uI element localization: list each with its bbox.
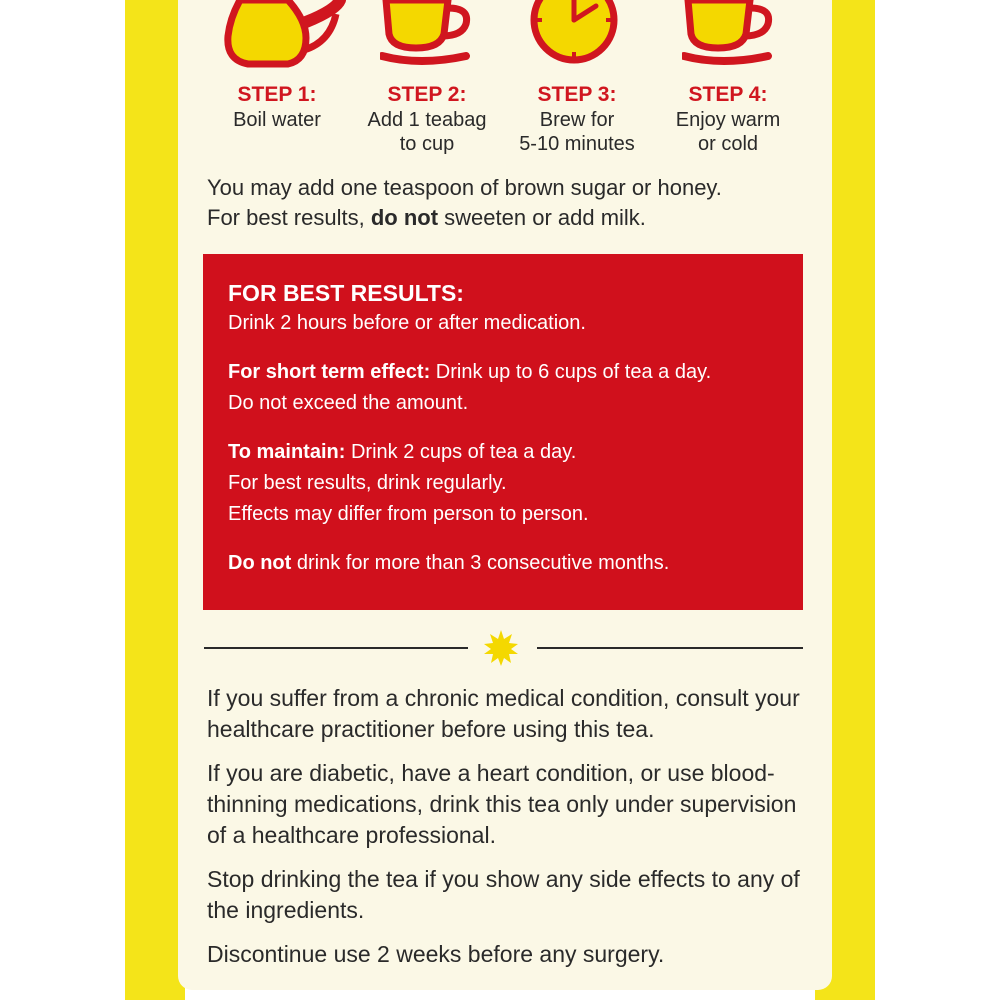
divider-line-left [204, 647, 468, 649]
step-title: STEP 1: [237, 83, 317, 106]
maintain-label: To maintain: [228, 441, 346, 463]
step-title: STEP 3: [537, 83, 617, 106]
note-text: For best results, [207, 205, 371, 230]
step-description: Boil water [233, 109, 321, 131]
maintain-regularly: For best results, drink regularly. [228, 472, 507, 494]
warning-chronic: If you suffer from a chronic medical condition, consult your healthcare practitioner before using this tea. [207, 685, 800, 742]
preparation-note [207, 173, 817, 233]
divider-line-right [537, 647, 803, 649]
step-1 [202, 82, 352, 132]
step-description: Brew for 5-10 minutes [519, 109, 635, 155]
maintain-text: Drink 2 cups of tea a day. [345, 441, 577, 463]
warning-side-effects: Stop drinking the tea if you show any side effects to any of the ingredients. [207, 866, 800, 923]
short-term-text: Drink up to 6 cups of tea a day. [430, 361, 712, 383]
step-description: Enjoy warm or cold [675, 109, 781, 155]
best-results-box [203, 254, 803, 610]
kettle-icon [218, 0, 348, 68]
teacup-icon [682, 0, 777, 68]
sweetener-note: You may add one teaspoon of brown sugar or honey. [207, 175, 722, 200]
best-results-note [207, 203, 817, 233]
maintain-line [228, 437, 783, 468]
teacup-icon [380, 0, 475, 68]
medication-note: Drink 2 hours before or after medication. [228, 312, 586, 334]
short-term-label: For short term effect: [228, 361, 431, 383]
short-term-limit: Do not exceed the amount. [228, 392, 469, 414]
warning-surgery: Discontinue use 2 weeks before any surgery. [207, 941, 665, 967]
warning-diabetic: If you are diabetic, have a heart condition, or use blood-thinning medications, drink this tea only under supervision of a healthcare professional. [207, 760, 797, 848]
effects-differ: Effects may differ from person to person. [228, 503, 589, 525]
clock-icon [528, 0, 622, 68]
step-4 [653, 82, 803, 156]
best-results-title: FOR BEST RESULTS: [228, 280, 464, 306]
step-3 [502, 82, 652, 156]
limit-line [228, 548, 783, 579]
note-text: sweeten or add milk. [438, 205, 646, 230]
limit-emphasis: Do not [228, 552, 292, 574]
short-term-line [228, 357, 783, 388]
step-title: STEP 2: [387, 83, 467, 106]
warnings-section [207, 683, 817, 983]
note-emphasis: do not [370, 205, 439, 230]
limit-text: drink for more than 3 consecutive months. [291, 552, 670, 574]
step-2 [352, 82, 502, 156]
step-title: STEP 4: [688, 83, 768, 106]
sun-icon [483, 630, 519, 666]
step-description: Add 1 teabag to cup [367, 109, 487, 155]
box-side-left [125, 0, 185, 1000]
